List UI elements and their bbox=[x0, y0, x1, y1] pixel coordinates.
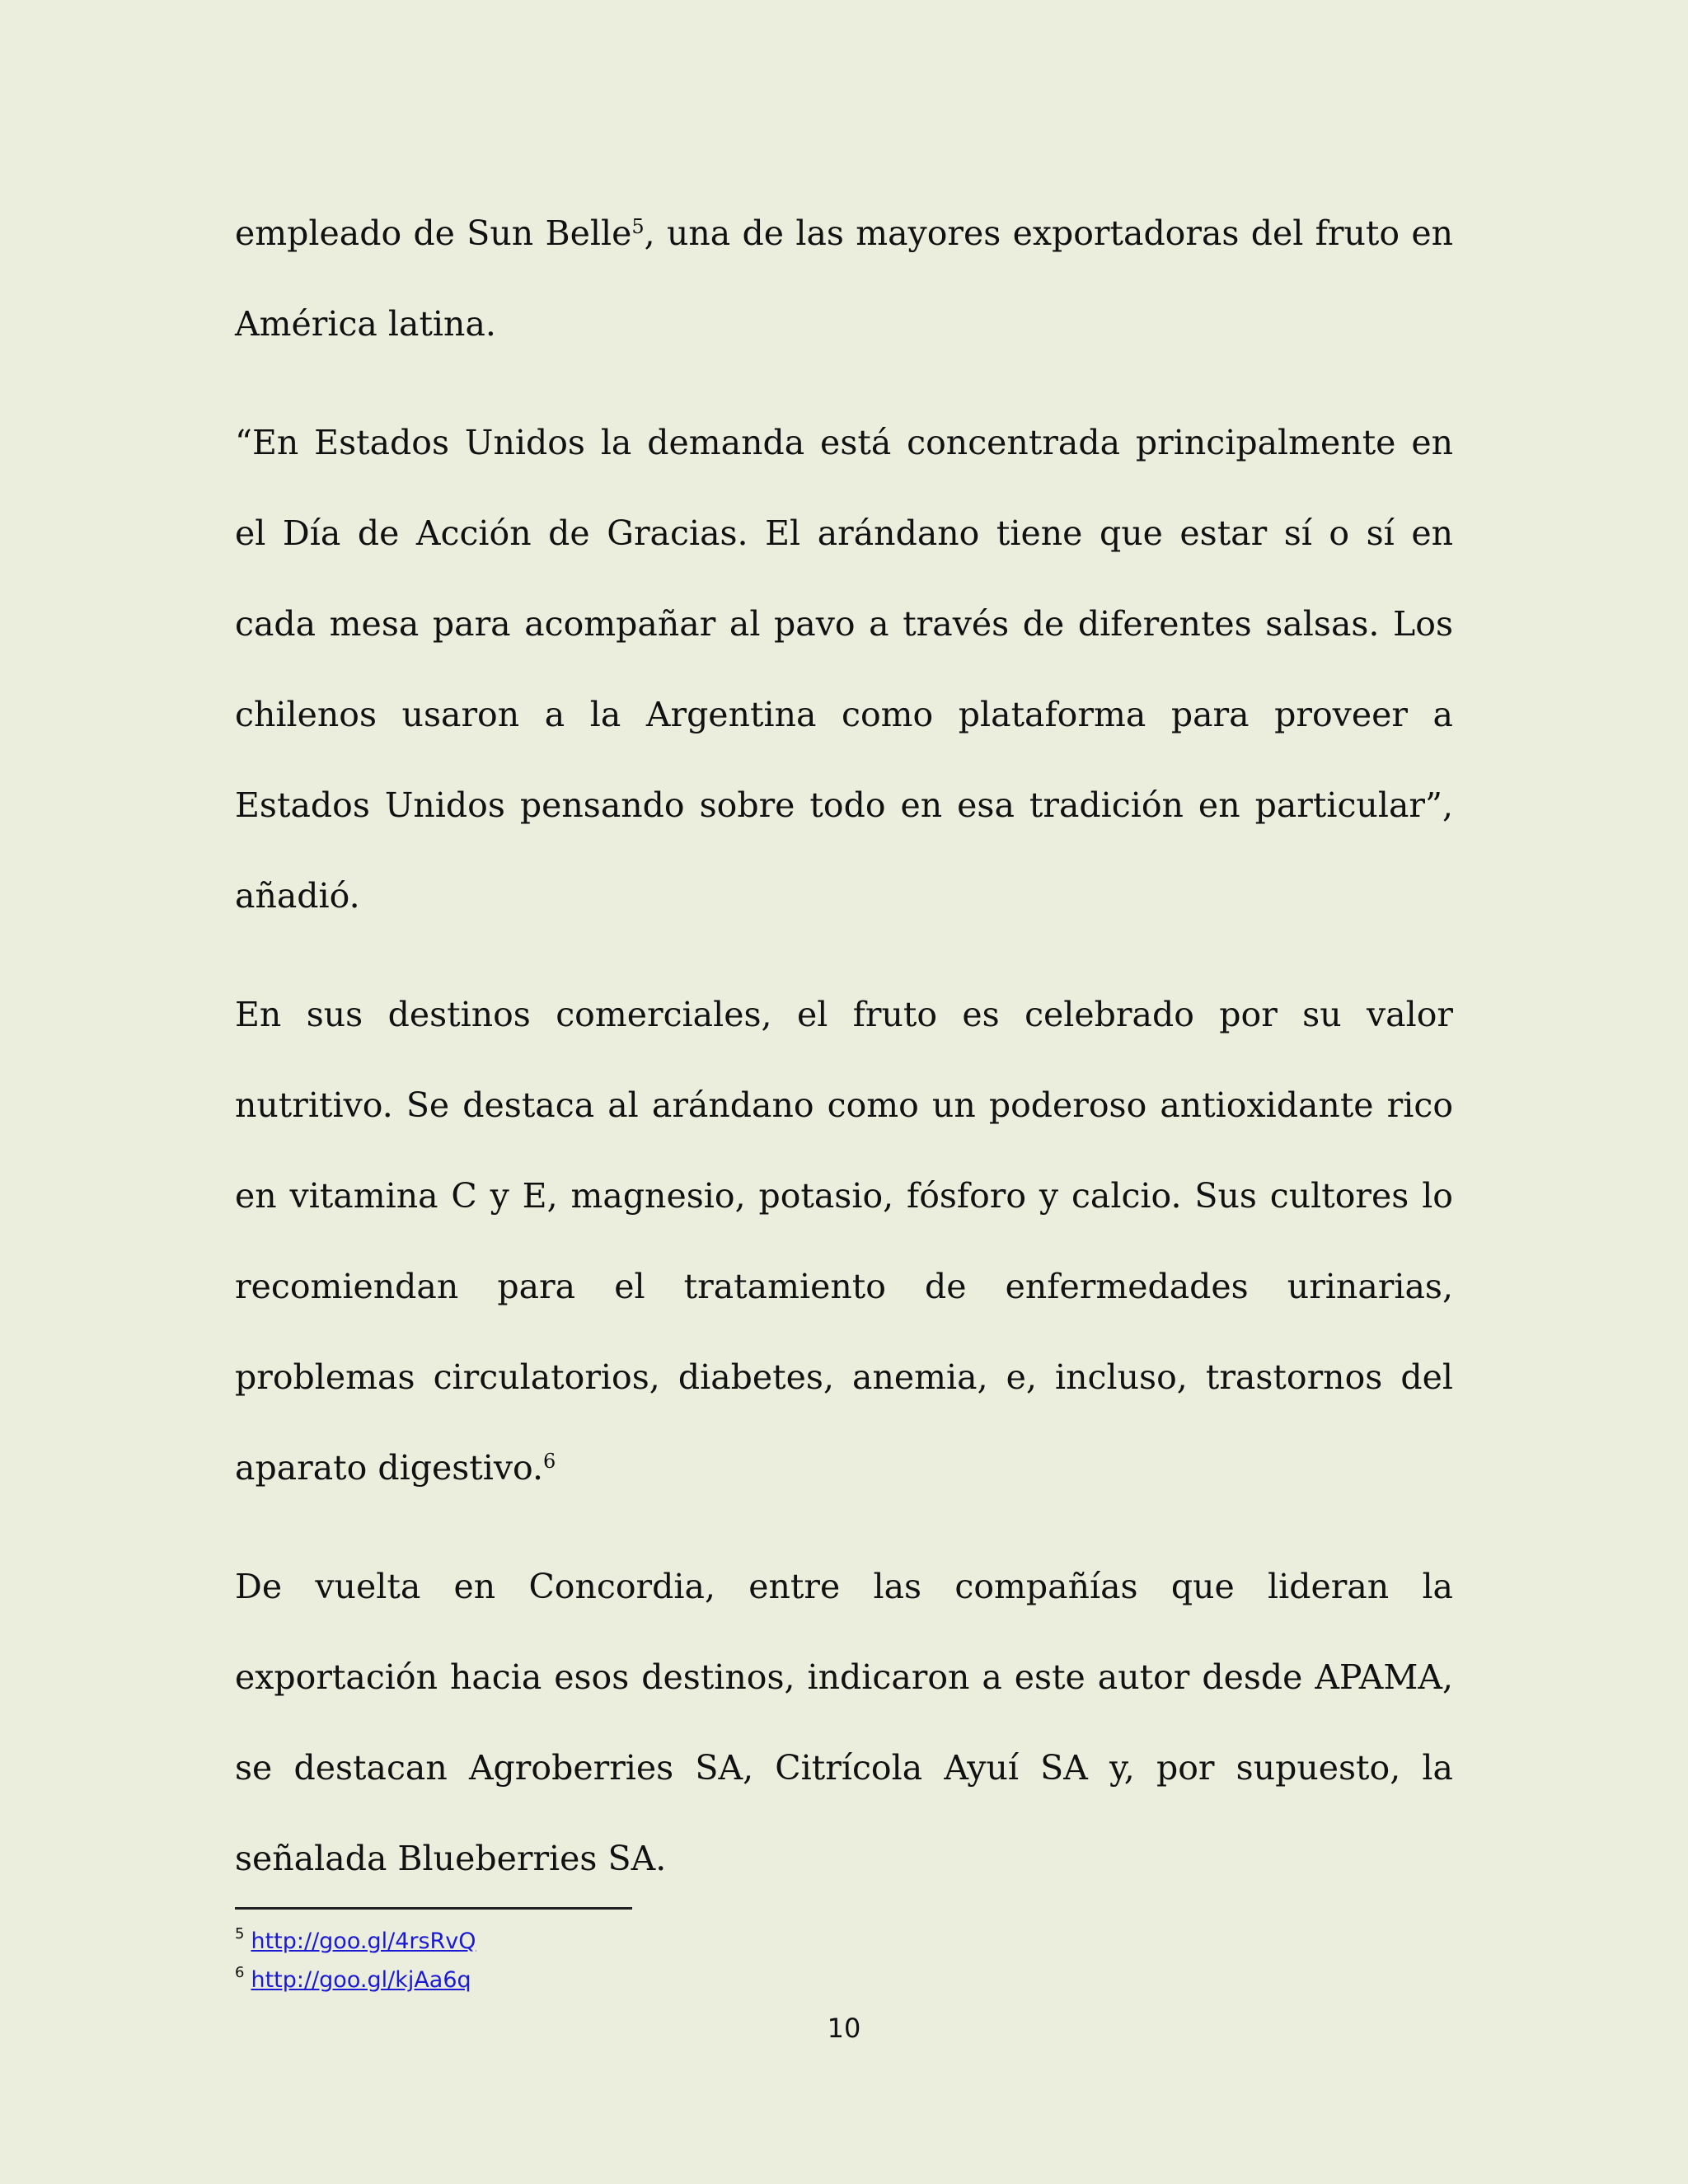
footnote-separator bbox=[235, 1907, 632, 1910]
footnote-link[interactable]: http://goo.gl/kjAa6q bbox=[251, 1967, 471, 1993]
paragraph-4: De vuelta en Concordia, entre las compañías que lideran la exportación hacia esos destinos, indicaron a este autor desde APAMA, se destacan Agroberries SA, Citrícola Ayuí SA y, por supuesto, la señalada Blueberries SA. bbox=[235, 1567, 1453, 1878]
footnote-number: 6 bbox=[235, 1964, 245, 1981]
footnote-number: 5 bbox=[235, 1925, 245, 1943]
footnote-6 bbox=[235, 1957, 476, 1996]
page-number: 10 bbox=[827, 2013, 861, 2044]
footnote-ref-5[interactable]: 5 bbox=[631, 215, 645, 238]
document-body bbox=[235, 188, 1453, 1932]
footnotes bbox=[235, 1919, 476, 1996]
paragraph-1-text-start: empleado de Sun Belle bbox=[235, 213, 632, 253]
footnote-link[interactable]: http://goo.gl/4rsRvQ bbox=[251, 1929, 476, 1954]
paragraph-1-text-end: , una de las mayores exportadoras del fruto en América latina. bbox=[235, 213, 1453, 344]
paragraph-3-text: En sus destinos comerciales, el fruto es celebrado por su valor nutritivo. Se destaca al arándano como un poderoso antioxidante rico en vitamina C y E, magnesio, potasio, fósforo y calcio. Sus cultores lo recomiendan para el tratamiento de enfermedades urinarias, problemas circulatorios, diabetes, anemia, e, incluso, trastornos del aparato digestivo. bbox=[235, 995, 1453, 1488]
paragraph-2: “En Estados Unidos la demanda está concentrada principalmente en el Día de Acción de Gracias. El arándano tiene que estar sí o sí en cada mesa para acompañar al pavo a través de diferentes salsas. Los chilenos usaron a la Argentina como plataforma para proveer a Estados Unidos pensando sobre todo en esa tradición en particular”, añadió. bbox=[235, 423, 1453, 916]
footnote-5 bbox=[235, 1919, 476, 1957]
paragraph-3 bbox=[235, 969, 1453, 1513]
paragraph-1 bbox=[235, 188, 1453, 369]
footnote-ref-6[interactable]: 6 bbox=[543, 1450, 556, 1473]
